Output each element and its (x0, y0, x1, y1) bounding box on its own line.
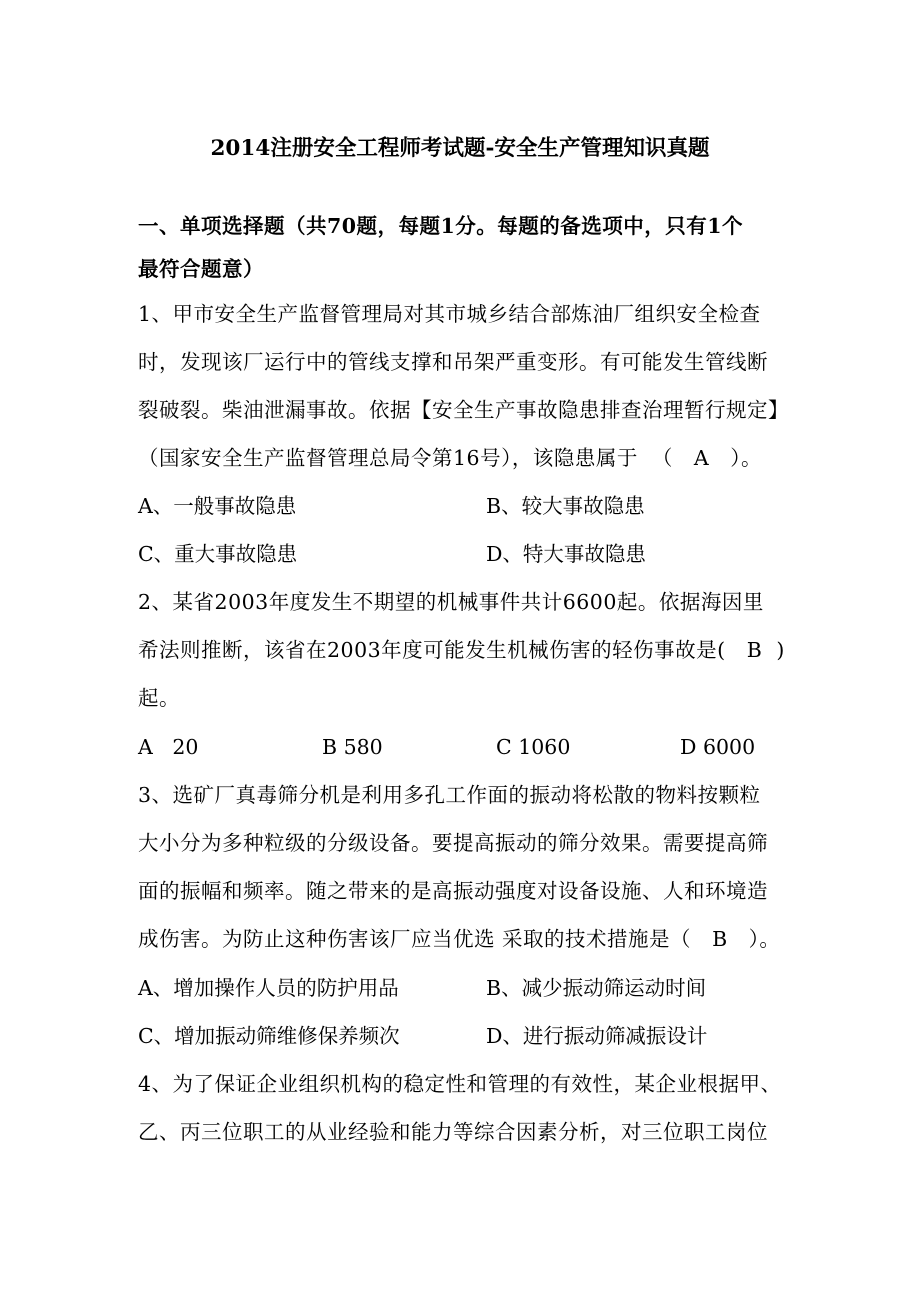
question-1-option-a: A、一般事故隐患 (138, 494, 297, 518)
question-1-option-c: C、重大事故隐患 (138, 542, 298, 566)
question-1-line-1: 1、甲市安全生产监督管理局对其市城乡结合部炼油厂组织安全检查 (138, 302, 761, 326)
question-2-line-3: 起。 (138, 686, 180, 710)
question-2-line-2: 希法则推断，该省在2003年度可能发生机械伤害的轻伤事故是( B ) (138, 638, 785, 662)
question-1-line-4: （国家安全生产监督管理总局令第16号），该隐患属于 （ A ）。 (138, 446, 763, 470)
question-3-line-3: 面的振幅和频率。随之带来的是高振动强度对设备设施、人和环境造 (138, 879, 768, 903)
question-1-option-d: D、特大事故隐患 (486, 542, 646, 566)
question-3-option-a: A、增加操作人员的防护用品 (138, 976, 399, 1000)
question-3-option-d: D、进行振动筛减振设计 (486, 1024, 708, 1048)
question-2-option-a: A 20 (138, 735, 199, 759)
question-2-option-b: B 580 (322, 735, 383, 759)
question-3-option-b: B、减少振动筛运动时间 (486, 976, 707, 1000)
question-3-option-c: C、增加振动筛维修保养频次 (138, 1024, 400, 1048)
section-heading-line-2: 最符合题意） (138, 257, 264, 281)
question-1-line-2: 时，发现该厂运行中的管线支撑和吊架严重变形。有可能发生管线断 (138, 350, 768, 374)
question-4-line-1: 4、为了保证企业组织机构的稳定性和管理的有效性，某企业根据甲、 (138, 1072, 782, 1096)
question-1-option-b: B、较大事故隐患 (486, 494, 645, 518)
question-2-option-c: C 1060 (496, 735, 571, 759)
question-4-line-2: 乙、丙三位职工的从业经验和能力等综合因素分析，对三位职工岗位 (138, 1120, 768, 1144)
section-heading-line-1: 一、单项选择题（共70题，每题1分。每题的备选项中，只有1个 (138, 214, 744, 238)
question-3-line-1: 3、选矿厂真毒筛分机是利用多孔工作面的振动将松散的物料按颗粒 (138, 783, 761, 807)
question-2-line-1: 2、某省2003年度发生不期望的机械事件共计6600起。依据海因里 (138, 590, 764, 614)
question-3-line-4: 成伤害。为防止这种伤害该厂应当优选 采取的技术措施是（ B ）。 (138, 927, 781, 951)
document-title: 2014注册安全工程师考试题-安全生产管理知识真题 (210, 136, 710, 161)
question-1-line-3: 裂破裂。柴油泄漏事故。依据【安全生产事故隐患排查治理暂行规定】 (138, 398, 789, 422)
question-2-option-d: D 6000 (680, 735, 756, 759)
question-3-line-2: 大小分为多种粒级的分级设备。要提高振动的筛分效果。需要提高筛 (138, 831, 768, 855)
